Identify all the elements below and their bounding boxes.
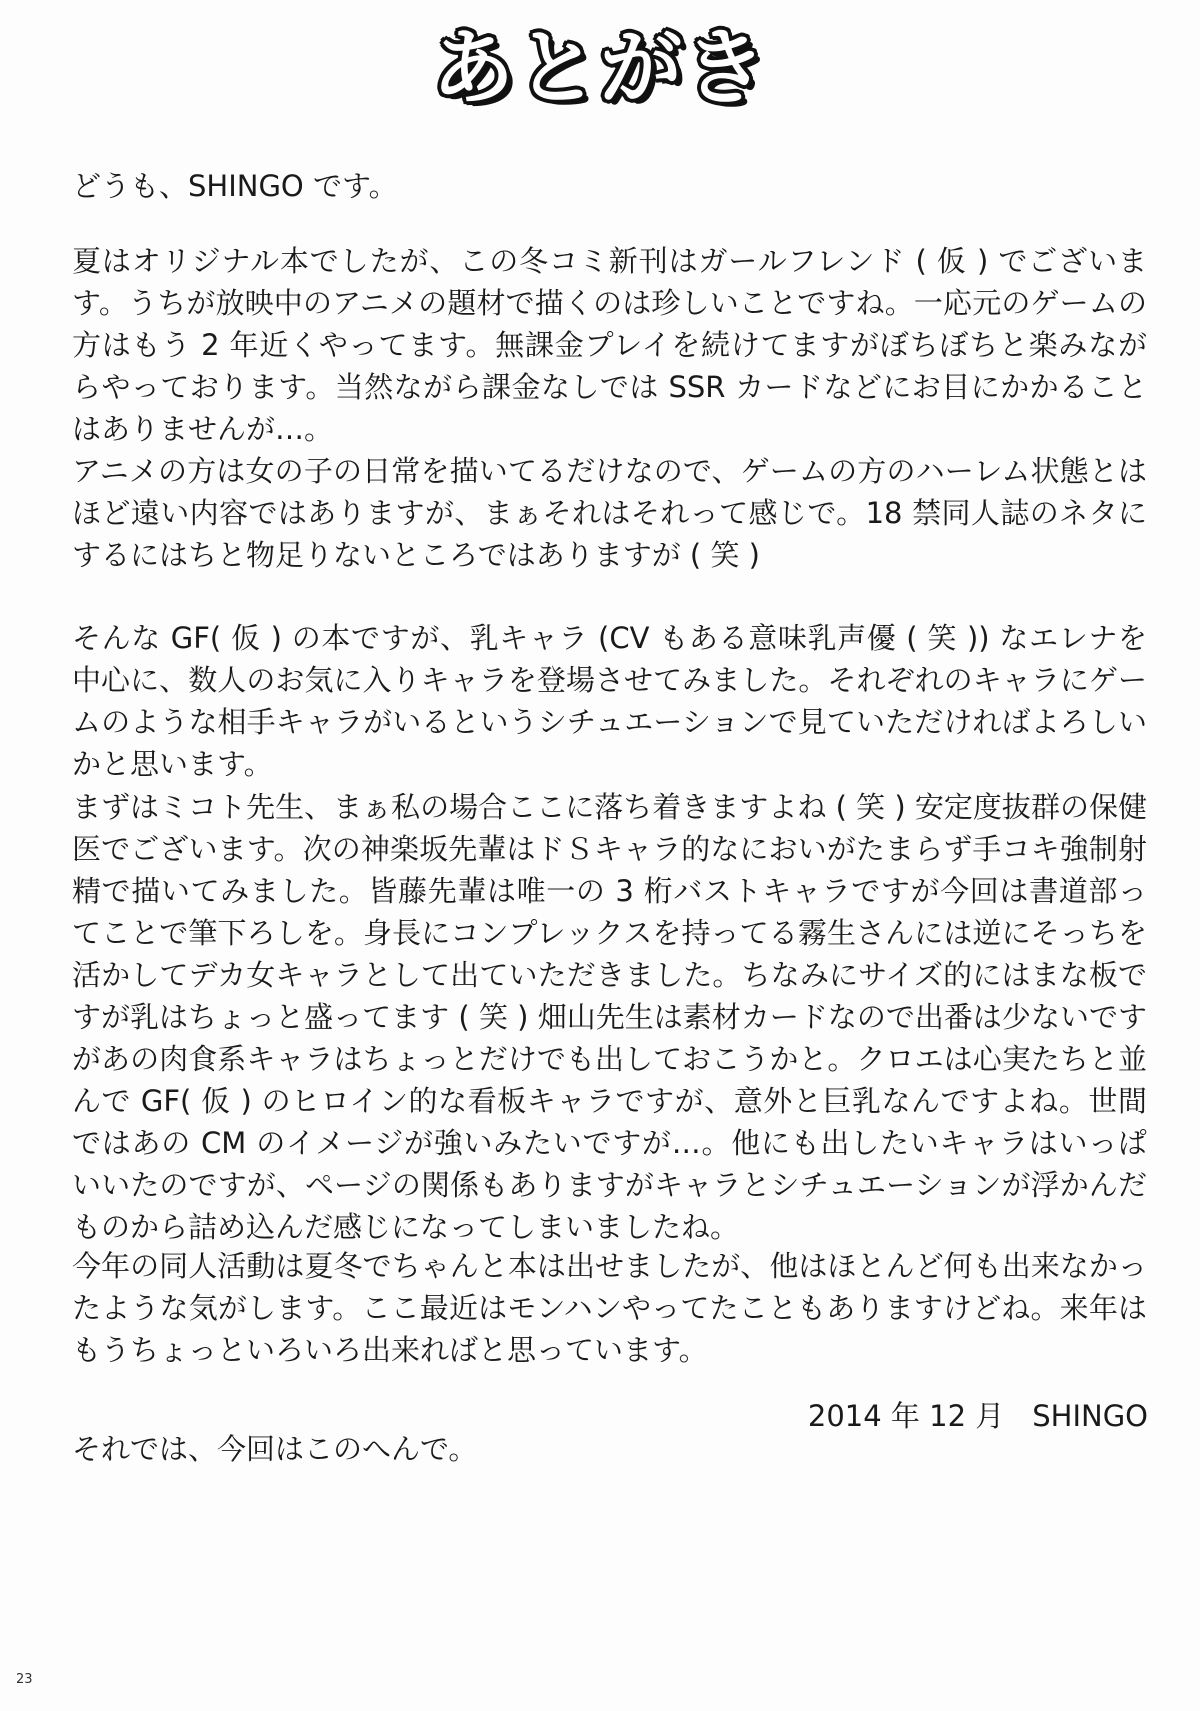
paragraph-2: アニメの方は女の子の日常を描いてるだけなので、ゲームの方のハーレム状態とはほど遠い内容ではありますが、まぁそれはそれって感じで。18 禁同人誌のネタにするにはちと物足りないところではありますが ( 笑 ) [72, 454, 1147, 572]
paragraph-1: 夏はオリジナル本でしたが、この冬コミ新刊はガールフレンド ( 仮 ) でございます。うちが放映中のアニメの題材で描くのは珍しいことですね。一応元のゲームの方はもう 2 年近くやってます。無課金プレイを続けてますがぼちぼちと楽みながらやっております。当然ながら課金なしでは SSR カードなどにお目にかかることはありませんが…。 [72, 244, 1147, 446]
signature-author: SHINGO [1032, 1399, 1148, 1433]
paragraph-5: 今年の同人活動は夏冬でちゃんと本は出せましたが、他はほとんど何も出来なかったような気がします。ここ最近はモンハンやってたこともありますけどね。来年はもうちょっといろいろ出来ればと思っています。 [72, 1249, 1147, 1367]
signature-date: 2014 年 12 月 [807, 1399, 1005, 1433]
paragraph-4: まずはミコト先生、まぁ私の場合ここに落ち着きますよね ( 笑 ) 安定度抜群の保健医でございます。次の神楽坂先輩はドＳキャラ的なにおいがたまらず手コキ強制射精で描いてみました。皆藤先輩は唯一の 3 桁バストキャラですが今回は書道部ってことで筆下ろしを。身長にコンプレックスを持ってる霧生さんには逆にそっちを活かしてデカ女キャラとして出ていただきました。ちなみにサイズ的にはまな板ですが乳はちょっと盛ってます ( 笑 ) 畑山先生は素材カードなので出番は少ないですがあの肉食系キャラはちょっとだけでも出しておこうかと。クロエは心実たちと並んで GF( 仮 ) のヒロイン的な看板キャラですが、意外と巨乳なんですよね。世間ではあの CM のイメージが強いみたいですが…。他にも出したいキャラはいっぱいいたのですが、ページの関係もありますがキャラとシチュエーションが浮かんだものから詰め込んだ感じになってしまいましたね。 [72, 790, 1147, 1244]
page-number: 23 [16, 1672, 33, 1687]
paragraph-3: そんな GF( 仮 ) の本ですが、乳キャラ (CV もある意味乳声優 ( 笑 )) なエレナを中心に、数人のお気に入りキャラを登場させてみました。それぞれのキャラにゲームのような相手キャラがいるというシチュエーションで見ていただければよろしいかと思います。 [72, 621, 1147, 781]
page-title: あとがき [431, 21, 768, 116]
signature [808, 1395, 1148, 1437]
closing-paragraph: それでは、今回はこのへんで。 [72, 1432, 478, 1466]
greeting-paragraph: どうも、SHINGO です。 [72, 169, 398, 203]
